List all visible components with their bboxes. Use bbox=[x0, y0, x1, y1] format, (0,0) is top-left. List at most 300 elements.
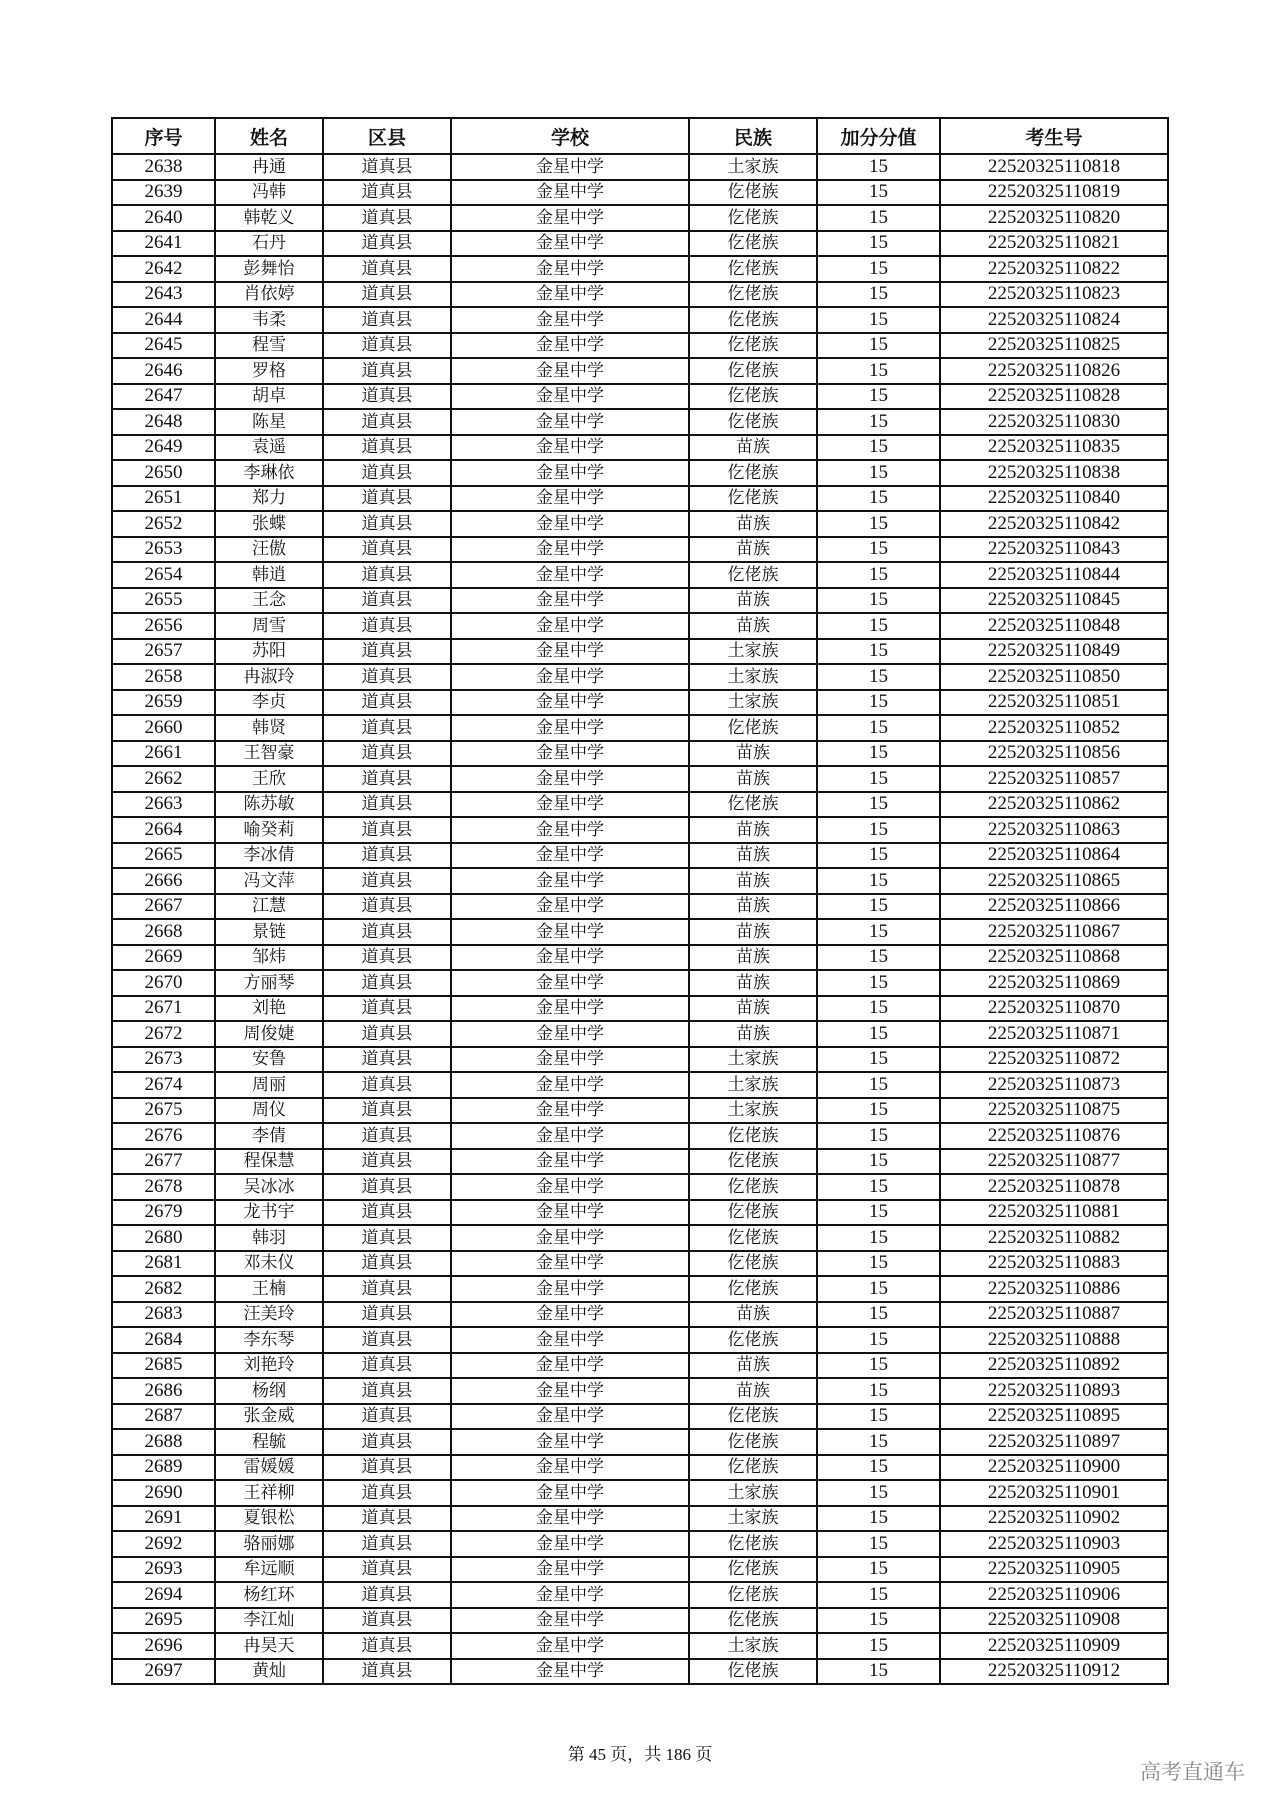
cell-name: 王欣 bbox=[215, 766, 323, 792]
cell-name: 安鲁 bbox=[215, 1047, 323, 1073]
cell-seq: 2655 bbox=[112, 588, 215, 614]
table-row bbox=[112, 1123, 1168, 1149]
cell-ethnicity: 仡佬族 bbox=[689, 1149, 817, 1175]
cell-school: 金星中学 bbox=[451, 1429, 689, 1455]
table-row bbox=[112, 1353, 1168, 1379]
cell-seq: 2645 bbox=[112, 333, 215, 359]
cell-school: 金星中学 bbox=[451, 715, 689, 741]
cell-exam-id: 22520325110856 bbox=[940, 741, 1168, 767]
cell-seq: 2694 bbox=[112, 1582, 215, 1608]
cell-bonus: 15 bbox=[817, 741, 940, 767]
cell-bonus: 15 bbox=[817, 970, 940, 996]
cell-seq: 2676 bbox=[112, 1123, 215, 1149]
cell-name: 罗格 bbox=[215, 358, 323, 384]
cell-school: 金星中学 bbox=[451, 690, 689, 716]
cell-ethnicity: 仡佬族 bbox=[689, 180, 817, 206]
cell-seq: 2658 bbox=[112, 664, 215, 690]
cell-seq: 2692 bbox=[112, 1531, 215, 1557]
cell-seq: 2639 bbox=[112, 180, 215, 206]
cell-ethnicity: 苗族 bbox=[689, 894, 817, 920]
cell-seq: 2669 bbox=[112, 945, 215, 971]
cell-ethnicity: 仡佬族 bbox=[689, 307, 817, 333]
cell-name: 王楠 bbox=[215, 1276, 323, 1302]
cell-name: 冉昊天 bbox=[215, 1633, 323, 1659]
cell-seq: 2652 bbox=[112, 511, 215, 537]
cell-ethnicity: 仡佬族 bbox=[689, 1276, 817, 1302]
cell-bonus: 15 bbox=[817, 231, 940, 257]
cell-exam-id: 22520325110823 bbox=[940, 282, 1168, 308]
cell-bonus: 15 bbox=[817, 307, 940, 333]
table-row bbox=[112, 1378, 1168, 1404]
cell-school: 金星中学 bbox=[451, 741, 689, 767]
cell-school: 金星中学 bbox=[451, 1633, 689, 1659]
cell-school: 金星中学 bbox=[451, 766, 689, 792]
cell-ethnicity: 仡佬族 bbox=[689, 486, 817, 512]
column-header-exam-id: 考生号 bbox=[940, 118, 1168, 154]
cell-name: 李江灿 bbox=[215, 1608, 323, 1634]
cell-exam-id: 22520325110844 bbox=[940, 562, 1168, 588]
cell-district: 道真县 bbox=[323, 358, 451, 384]
cell-name: 王祥柳 bbox=[215, 1480, 323, 1506]
cell-bonus: 15 bbox=[817, 1404, 940, 1430]
cell-bonus: 15 bbox=[817, 792, 940, 818]
cell-district: 道真县 bbox=[323, 307, 451, 333]
cell-exam-id: 22520325110849 bbox=[940, 639, 1168, 665]
table-row bbox=[112, 1582, 1168, 1608]
cell-bonus: 15 bbox=[817, 1378, 940, 1404]
cell-name: 刘艳 bbox=[215, 996, 323, 1022]
cell-name: 张金威 bbox=[215, 1404, 323, 1430]
cell-bonus: 15 bbox=[817, 766, 940, 792]
cell-bonus: 15 bbox=[817, 664, 940, 690]
table-row bbox=[112, 1429, 1168, 1455]
cell-name: 韩羽 bbox=[215, 1225, 323, 1251]
cell-name: 邹炜 bbox=[215, 945, 323, 971]
cell-bonus: 15 bbox=[817, 919, 940, 945]
cell-seq: 2672 bbox=[112, 1021, 215, 1047]
cell-district: 道真县 bbox=[323, 792, 451, 818]
table-row bbox=[112, 205, 1168, 231]
cell-district: 道真县 bbox=[323, 1149, 451, 1175]
cell-district: 道真县 bbox=[323, 1404, 451, 1430]
cell-seq: 2643 bbox=[112, 282, 215, 308]
cell-bonus: 15 bbox=[817, 1480, 940, 1506]
cell-bonus: 15 bbox=[817, 1506, 940, 1532]
cell-ethnicity: 仡佬族 bbox=[689, 282, 817, 308]
cell-ethnicity: 仡佬族 bbox=[689, 1123, 817, 1149]
cell-name: 李贞 bbox=[215, 690, 323, 716]
table-row bbox=[112, 282, 1168, 308]
cell-district: 道真县 bbox=[323, 766, 451, 792]
table-row bbox=[112, 1404, 1168, 1430]
cell-exam-id: 22520325110820 bbox=[940, 205, 1168, 231]
cell-district: 道真县 bbox=[323, 435, 451, 461]
cell-exam-id: 22520325110825 bbox=[940, 333, 1168, 359]
cell-name: 胡卓 bbox=[215, 384, 323, 410]
table-row bbox=[112, 1149, 1168, 1175]
table-row bbox=[112, 1225, 1168, 1251]
cell-ethnicity: 仡佬族 bbox=[689, 1200, 817, 1226]
cell-district: 道真县 bbox=[323, 843, 451, 869]
cell-district: 道真县 bbox=[323, 1251, 451, 1277]
table-row bbox=[112, 996, 1168, 1022]
cell-exam-id: 22520325110848 bbox=[940, 613, 1168, 639]
cell-ethnicity: 苗族 bbox=[689, 1353, 817, 1379]
cell-district: 道真县 bbox=[323, 996, 451, 1022]
cell-bonus: 15 bbox=[817, 1327, 940, 1353]
cell-school: 金星中学 bbox=[451, 970, 689, 996]
cell-bonus: 15 bbox=[817, 460, 940, 486]
bonus-points-table bbox=[111, 117, 1169, 1685]
cell-school: 金星中学 bbox=[451, 1659, 689, 1685]
cell-bonus: 15 bbox=[817, 613, 940, 639]
cell-bonus: 15 bbox=[817, 996, 940, 1022]
table-row bbox=[112, 1659, 1168, 1685]
cell-school: 金星中学 bbox=[451, 409, 689, 435]
cell-school: 金星中学 bbox=[451, 1098, 689, 1124]
cell-school: 金星中学 bbox=[451, 562, 689, 588]
table-row bbox=[112, 1327, 1168, 1353]
cell-seq: 2661 bbox=[112, 741, 215, 767]
cell-school: 金星中学 bbox=[451, 919, 689, 945]
cell-name: 彭舞怡 bbox=[215, 256, 323, 282]
cell-exam-id: 22520325110850 bbox=[940, 664, 1168, 690]
cell-district: 道真县 bbox=[323, 1506, 451, 1532]
cell-district: 道真县 bbox=[323, 1531, 451, 1557]
cell-seq: 2677 bbox=[112, 1149, 215, 1175]
cell-exam-id: 22520325110818 bbox=[940, 154, 1168, 180]
cell-bonus: 15 bbox=[817, 1072, 940, 1098]
cell-seq: 2675 bbox=[112, 1098, 215, 1124]
cell-school: 金星中学 bbox=[451, 843, 689, 869]
cell-bonus: 15 bbox=[817, 1047, 940, 1073]
cell-ethnicity: 苗族 bbox=[689, 435, 817, 461]
cell-exam-id: 22520325110868 bbox=[940, 945, 1168, 971]
table-row bbox=[112, 307, 1168, 333]
cell-name: 周俊婕 bbox=[215, 1021, 323, 1047]
cell-seq: 2683 bbox=[112, 1302, 215, 1328]
cell-name: 汪傲 bbox=[215, 537, 323, 563]
cell-name: 郑力 bbox=[215, 486, 323, 512]
cell-ethnicity: 仡佬族 bbox=[689, 562, 817, 588]
cell-bonus: 15 bbox=[817, 256, 940, 282]
cell-seq: 2649 bbox=[112, 435, 215, 461]
cell-seq: 2648 bbox=[112, 409, 215, 435]
cell-ethnicity: 苗族 bbox=[689, 766, 817, 792]
cell-ethnicity: 苗族 bbox=[689, 1021, 817, 1047]
table-header-row bbox=[112, 118, 1168, 154]
cell-seq: 2663 bbox=[112, 792, 215, 818]
cell-ethnicity: 仡佬族 bbox=[689, 715, 817, 741]
cell-ethnicity: 土家族 bbox=[689, 1098, 817, 1124]
cell-exam-id: 22520325110866 bbox=[940, 894, 1168, 920]
cell-ethnicity: 苗族 bbox=[689, 613, 817, 639]
cell-school: 金星中学 bbox=[451, 1174, 689, 1200]
column-header-school: 学校 bbox=[451, 118, 689, 154]
cell-seq: 2686 bbox=[112, 1378, 215, 1404]
cell-bonus: 15 bbox=[817, 205, 940, 231]
cell-bonus: 15 bbox=[817, 817, 940, 843]
cell-name: 冯韩 bbox=[215, 180, 323, 206]
cell-seq: 2681 bbox=[112, 1251, 215, 1277]
table-row bbox=[112, 1276, 1168, 1302]
cell-ethnicity: 土家族 bbox=[689, 664, 817, 690]
cell-name: 龙书宇 bbox=[215, 1200, 323, 1226]
cell-name: 杨红环 bbox=[215, 1582, 323, 1608]
cell-school: 金星中学 bbox=[451, 1149, 689, 1175]
cell-exam-id: 22520325110873 bbox=[940, 1072, 1168, 1098]
cell-bonus: 15 bbox=[817, 180, 940, 206]
table-row bbox=[112, 1506, 1168, 1532]
cell-ethnicity: 苗族 bbox=[689, 996, 817, 1022]
cell-name: 景链 bbox=[215, 919, 323, 945]
cell-exam-id: 22520325110840 bbox=[940, 486, 1168, 512]
cell-ethnicity: 仡佬族 bbox=[689, 384, 817, 410]
cell-exam-id: 22520325110842 bbox=[940, 511, 1168, 537]
cell-seq: 2646 bbox=[112, 358, 215, 384]
cell-seq: 2665 bbox=[112, 843, 215, 869]
cell-name: 冉淑玲 bbox=[215, 664, 323, 690]
cell-ethnicity: 苗族 bbox=[689, 970, 817, 996]
cell-name: 骆丽娜 bbox=[215, 1531, 323, 1557]
cell-school: 金星中学 bbox=[451, 460, 689, 486]
cell-name: 王智豪 bbox=[215, 741, 323, 767]
cell-bonus: 15 bbox=[817, 1276, 940, 1302]
cell-bonus: 15 bbox=[817, 384, 940, 410]
cell-name: 肖依婷 bbox=[215, 282, 323, 308]
cell-school: 金星中学 bbox=[451, 1123, 689, 1149]
cell-school: 金星中学 bbox=[451, 1557, 689, 1583]
table-row bbox=[112, 333, 1168, 359]
cell-ethnicity: 仡佬族 bbox=[689, 1174, 817, 1200]
cell-bonus: 15 bbox=[817, 1251, 940, 1277]
cell-bonus: 15 bbox=[817, 282, 940, 308]
cell-seq: 2664 bbox=[112, 817, 215, 843]
cell-name: 汪美玲 bbox=[215, 1302, 323, 1328]
cell-district: 道真县 bbox=[323, 868, 451, 894]
cell-school: 金星中学 bbox=[451, 1276, 689, 1302]
cell-district: 道真县 bbox=[323, 1123, 451, 1149]
cell-bonus: 15 bbox=[817, 1455, 940, 1481]
cell-bonus: 15 bbox=[817, 1123, 940, 1149]
table-row bbox=[112, 511, 1168, 537]
table-row bbox=[112, 1608, 1168, 1634]
table-row bbox=[112, 435, 1168, 461]
cell-exam-id: 22520325110863 bbox=[940, 817, 1168, 843]
cell-school: 金星中学 bbox=[451, 1455, 689, 1481]
cell-seq: 2667 bbox=[112, 894, 215, 920]
table-row bbox=[112, 919, 1168, 945]
cell-bonus: 15 bbox=[817, 333, 940, 359]
cell-seq: 2657 bbox=[112, 639, 215, 665]
cell-school: 金星中学 bbox=[451, 588, 689, 614]
cell-ethnicity: 土家族 bbox=[689, 1072, 817, 1098]
cell-seq: 2680 bbox=[112, 1225, 215, 1251]
cell-exam-id: 22520325110876 bbox=[940, 1123, 1168, 1149]
cell-district: 道真县 bbox=[323, 1327, 451, 1353]
cell-district: 道真县 bbox=[323, 1072, 451, 1098]
cell-school: 金星中学 bbox=[451, 384, 689, 410]
cell-district: 道真县 bbox=[323, 384, 451, 410]
cell-bonus: 15 bbox=[817, 435, 940, 461]
cell-bonus: 15 bbox=[817, 1098, 940, 1124]
cell-exam-id: 22520325110819 bbox=[940, 180, 1168, 206]
table-row bbox=[112, 715, 1168, 741]
cell-exam-id: 22520325110908 bbox=[940, 1608, 1168, 1634]
cell-district: 道真县 bbox=[323, 1302, 451, 1328]
table-row bbox=[112, 843, 1168, 869]
cell-name: 李东琴 bbox=[215, 1327, 323, 1353]
cell-ethnicity: 土家族 bbox=[689, 1506, 817, 1532]
table-row bbox=[112, 792, 1168, 818]
table-row bbox=[112, 486, 1168, 512]
table-row bbox=[112, 817, 1168, 843]
cell-exam-id: 22520325110864 bbox=[940, 843, 1168, 869]
cell-seq: 2684 bbox=[112, 1327, 215, 1353]
cell-school: 金星中学 bbox=[451, 639, 689, 665]
cell-ethnicity: 仡佬族 bbox=[689, 1608, 817, 1634]
cell-seq: 2690 bbox=[112, 1480, 215, 1506]
cell-exam-id: 22520325110909 bbox=[940, 1633, 1168, 1659]
cell-ethnicity: 土家族 bbox=[689, 1480, 817, 1506]
table-row bbox=[112, 970, 1168, 996]
cell-exam-id: 22520325110862 bbox=[940, 792, 1168, 818]
column-header-seq: 序号 bbox=[112, 118, 215, 154]
cell-school: 金星中学 bbox=[451, 817, 689, 843]
table-row bbox=[112, 1455, 1168, 1481]
cell-school: 金星中学 bbox=[451, 435, 689, 461]
cell-exam-id: 22520325110857 bbox=[940, 766, 1168, 792]
cell-school: 金星中学 bbox=[451, 1225, 689, 1251]
cell-ethnicity: 土家族 bbox=[689, 1047, 817, 1073]
table-row bbox=[112, 1531, 1168, 1557]
cell-district: 道真县 bbox=[323, 1174, 451, 1200]
cell-ethnicity: 仡佬族 bbox=[689, 1531, 817, 1557]
table-row bbox=[112, 1072, 1168, 1098]
cell-school: 金星中学 bbox=[451, 1404, 689, 1430]
cell-name: 王念 bbox=[215, 588, 323, 614]
cell-exam-id: 22520325110905 bbox=[940, 1557, 1168, 1583]
cell-name: 袁遥 bbox=[215, 435, 323, 461]
cell-school: 金星中学 bbox=[451, 537, 689, 563]
cell-seq: 2640 bbox=[112, 205, 215, 231]
cell-name: 方丽琴 bbox=[215, 970, 323, 996]
cell-seq: 2691 bbox=[112, 1506, 215, 1532]
cell-bonus: 15 bbox=[817, 843, 940, 869]
table-row bbox=[112, 639, 1168, 665]
cell-district: 道真县 bbox=[323, 1480, 451, 1506]
cell-school: 金星中学 bbox=[451, 231, 689, 257]
cell-ethnicity: 土家族 bbox=[689, 1633, 817, 1659]
cell-seq: 2659 bbox=[112, 690, 215, 716]
cell-district: 道真县 bbox=[323, 588, 451, 614]
cell-seq: 2654 bbox=[112, 562, 215, 588]
cell-name: 牟远顺 bbox=[215, 1557, 323, 1583]
cell-name: 程雪 bbox=[215, 333, 323, 359]
cell-seq: 2668 bbox=[112, 919, 215, 945]
cell-district: 道真县 bbox=[323, 639, 451, 665]
table-row bbox=[112, 766, 1168, 792]
cell-exam-id: 22520325110830 bbox=[940, 409, 1168, 435]
cell-district: 道真县 bbox=[323, 664, 451, 690]
cell-ethnicity: 土家族 bbox=[689, 690, 817, 716]
cell-exam-id: 22520325110867 bbox=[940, 919, 1168, 945]
cell-seq: 2693 bbox=[112, 1557, 215, 1583]
cell-seq: 2695 bbox=[112, 1608, 215, 1634]
cell-district: 道真县 bbox=[323, 333, 451, 359]
cell-name: 韦柔 bbox=[215, 307, 323, 333]
table-row bbox=[112, 1557, 1168, 1583]
cell-bonus: 15 bbox=[817, 1353, 940, 1379]
cell-name: 周丽 bbox=[215, 1072, 323, 1098]
cell-name: 江慧 bbox=[215, 894, 323, 920]
column-header-ethnicity: 民族 bbox=[689, 118, 817, 154]
cell-exam-id: 22520325110875 bbox=[940, 1098, 1168, 1124]
cell-district: 道真县 bbox=[323, 1429, 451, 1455]
cell-ethnicity: 苗族 bbox=[689, 868, 817, 894]
cell-school: 金星中学 bbox=[451, 1302, 689, 1328]
cell-name: 冯文萍 bbox=[215, 868, 323, 894]
cell-ethnicity: 仡佬族 bbox=[689, 1582, 817, 1608]
table-row bbox=[112, 1098, 1168, 1124]
cell-school: 金星中学 bbox=[451, 1251, 689, 1277]
cell-seq: 2689 bbox=[112, 1455, 215, 1481]
cell-exam-id: 22520325110870 bbox=[940, 996, 1168, 1022]
cell-ethnicity: 土家族 bbox=[689, 154, 817, 180]
cell-ethnicity: 苗族 bbox=[689, 919, 817, 945]
cell-exam-id: 22520325110902 bbox=[940, 1506, 1168, 1532]
cell-exam-id: 22520325110828 bbox=[940, 384, 1168, 410]
cell-ethnicity: 苗族 bbox=[689, 537, 817, 563]
cell-district: 道真县 bbox=[323, 1098, 451, 1124]
table-row bbox=[112, 180, 1168, 206]
table-row bbox=[112, 1251, 1168, 1277]
cell-seq: 2641 bbox=[112, 231, 215, 257]
cell-bonus: 15 bbox=[817, 358, 940, 384]
cell-school: 金星中学 bbox=[451, 180, 689, 206]
cell-seq: 2644 bbox=[112, 307, 215, 333]
cell-exam-id: 22520325110835 bbox=[940, 435, 1168, 461]
table-row bbox=[112, 1047, 1168, 1073]
cell-name: 程毓 bbox=[215, 1429, 323, 1455]
cell-school: 金星中学 bbox=[451, 1480, 689, 1506]
table-row bbox=[112, 562, 1168, 588]
cell-bonus: 15 bbox=[817, 1200, 940, 1226]
cell-name: 刘艳玲 bbox=[215, 1353, 323, 1379]
cell-name: 邓未仪 bbox=[215, 1251, 323, 1277]
cell-district: 道真县 bbox=[323, 690, 451, 716]
cell-exam-id: 22520325110878 bbox=[940, 1174, 1168, 1200]
cell-school: 金星中学 bbox=[451, 358, 689, 384]
cell-district: 道真县 bbox=[323, 231, 451, 257]
table-row bbox=[112, 460, 1168, 486]
cell-seq: 2688 bbox=[112, 1429, 215, 1455]
cell-name: 喻癸莉 bbox=[215, 817, 323, 843]
cell-seq: 2673 bbox=[112, 1047, 215, 1073]
cell-school: 金星中学 bbox=[451, 1200, 689, 1226]
cell-exam-id: 22520325110882 bbox=[940, 1225, 1168, 1251]
cell-exam-id: 22520325110871 bbox=[940, 1021, 1168, 1047]
cell-name: 张蝶 bbox=[215, 511, 323, 537]
cell-seq: 2656 bbox=[112, 613, 215, 639]
cell-district: 道真县 bbox=[323, 1047, 451, 1073]
cell-seq: 2697 bbox=[112, 1659, 215, 1685]
cell-school: 金星中学 bbox=[451, 868, 689, 894]
cell-school: 金星中学 bbox=[451, 154, 689, 180]
cell-district: 道真县 bbox=[323, 460, 451, 486]
cell-seq: 2671 bbox=[112, 996, 215, 1022]
cell-seq: 2678 bbox=[112, 1174, 215, 1200]
